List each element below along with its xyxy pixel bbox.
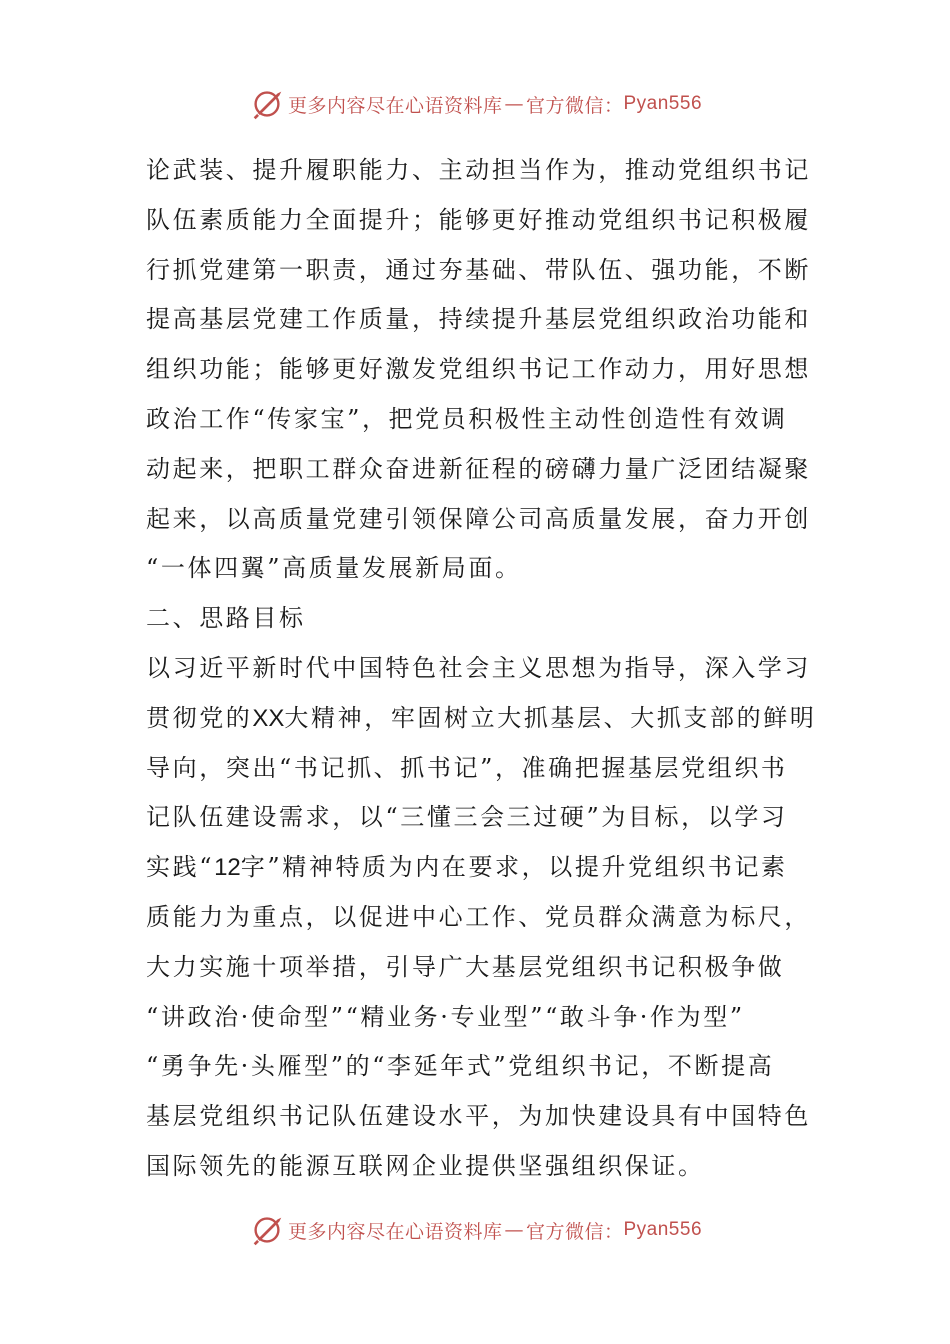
text-line: 国际领先的能源互联网企业提供坚强组织保证。	[146, 1151, 705, 1180]
text-line: 队伍素质能力全面提升；能够更好推动党组织书记积极履	[146, 205, 811, 234]
text-line: “勇争先·头雁型”的“李延年式”党组织书记，不断提高	[146, 1052, 775, 1081]
text-line: “讲政治·使命型”“精业务·专业型”“敢斗争·作为型”	[146, 1002, 745, 1031]
text-line: 大力实施十项举措，引导广大基层党组织书记积极争做	[146, 952, 785, 981]
text-line: 政治工作“传家宝”，把党员积极性主动性创造性有效调	[146, 404, 788, 433]
banner-wechat-label: 官方微信：	[525, 1220, 624, 1243]
text-line	[146, 843, 806, 893]
text-line: 记队伍建设需求，以“三懂三会三过硬”为目标，以学习	[146, 803, 788, 832]
text-line: 组织功能；能够更好激发党组织书记工作动力，用好思想	[146, 355, 811, 384]
footer-watermark-banner	[0, 1210, 950, 1250]
text-line: 提高基层党建工作质量，持续提升基层党组织政治功能和	[146, 305, 811, 334]
text-segment-latin: XX	[252, 704, 285, 732]
section-heading: 二、思路目标	[146, 604, 306, 633]
document-body	[146, 146, 817, 1192]
text-line: 行抓党建第一职责，通过夯基础、带队伍、强功能，不断	[146, 255, 811, 284]
text-line	[146, 694, 817, 744]
banner-site-text: 更多内容尽在心语资料库	[287, 94, 503, 117]
quill-pen-circle-icon	[248, 85, 286, 123]
banner-separator: —	[504, 1219, 524, 1241]
text-line: 基层党组织书记队伍建设水平，为加快建设具有中国特色	[146, 1102, 811, 1131]
banner-wechat-id: Pyan556	[623, 1219, 703, 1240]
header-watermark-banner	[0, 84, 950, 124]
banner-separator: —	[504, 93, 524, 115]
text-line: 起来，以高质量党建引领保障公司高质量发展，奋力开创	[146, 504, 811, 533]
text-segment: 字”精神特质为内在要求，以提升党组织书记素	[240, 853, 788, 882]
banner-site-text: 更多内容尽在心语资料库	[287, 1220, 503, 1243]
text-line: “一体四翼”高质量发展新局面。	[146, 554, 522, 583]
text-line: 质能力为重点，以促进中心工作、党员群众满意为标尺，	[146, 902, 811, 931]
text-line: 论武装、提升履职能力、主动担当作为，推动党组织书记	[146, 156, 811, 184]
banner-wechat-label: 官方微信：	[525, 94, 624, 117]
text-segment: 大精神，牢固树立大抓基层、大抓支部的鲜明	[284, 703, 817, 732]
text-line: 以习近平新时代中国特色社会主义思想为指导，深入学习	[146, 653, 811, 682]
text-segment: 实践“	[146, 853, 215, 882]
text-line: 动起来，把职工群众奋进新征程的磅礴力量广泛团结凝聚	[146, 454, 811, 483]
text-line: 导向，突出“书记抓、抓书记”，准确把握基层党组织书	[146, 753, 788, 782]
quill-pen-circle-icon	[248, 1211, 286, 1249]
text-segment-latin: 12	[214, 854, 241, 882]
banner-wechat-id: Pyan556	[623, 93, 703, 114]
text-segment: 贯彻党的	[146, 703, 253, 732]
